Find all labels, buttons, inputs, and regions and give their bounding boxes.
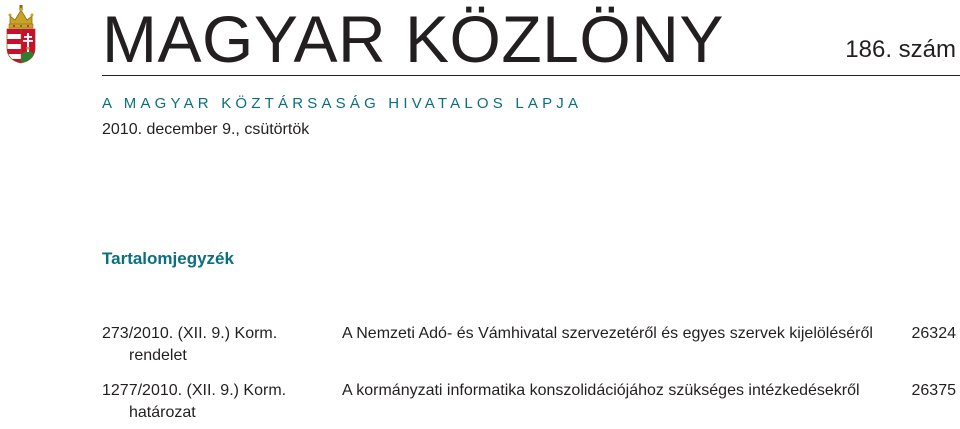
toc-entry-page: 26375	[911, 382, 956, 399]
masthead-subtitle: A MAGYAR KÖZTÁRSASÁG HIVATALOS LAPJA	[102, 95, 583, 112]
issue-number: 186. szám	[845, 36, 956, 63]
toc-entry-kind: határozat	[129, 404, 196, 421]
hungarian-coat-of-arms-icon	[4, 4, 38, 64]
toc-entry-id	[102, 380, 312, 424]
toc-entry-number: 1277/2010. (XII. 9.) Korm.	[102, 382, 287, 399]
masthead-divider	[102, 75, 960, 76]
toc-entry-title[interactable]: A Nemzeti Adó- és Vámhivatal szervezetéről és egyes szervek kijelöléséről	[342, 325, 873, 342]
toc-entry-page: 26324	[911, 325, 956, 342]
toc-entry-title[interactable]: A kormányzati informatika konszolidációjához szükséges intézkedésekről	[342, 382, 860, 399]
toc-entry-kind: rendelet	[129, 347, 187, 364]
masthead-title: MAGYAR KÖZLÖNY	[102, 2, 724, 76]
toc-entry-number: 273/2010. (XII. 9.) Korm.	[102, 325, 278, 342]
toc-heading: Tartalomjegyzék	[102, 249, 234, 268]
issue-date: 2010. december 9., csütörtök	[102, 121, 310, 138]
toc-entry-id	[102, 323, 312, 367]
